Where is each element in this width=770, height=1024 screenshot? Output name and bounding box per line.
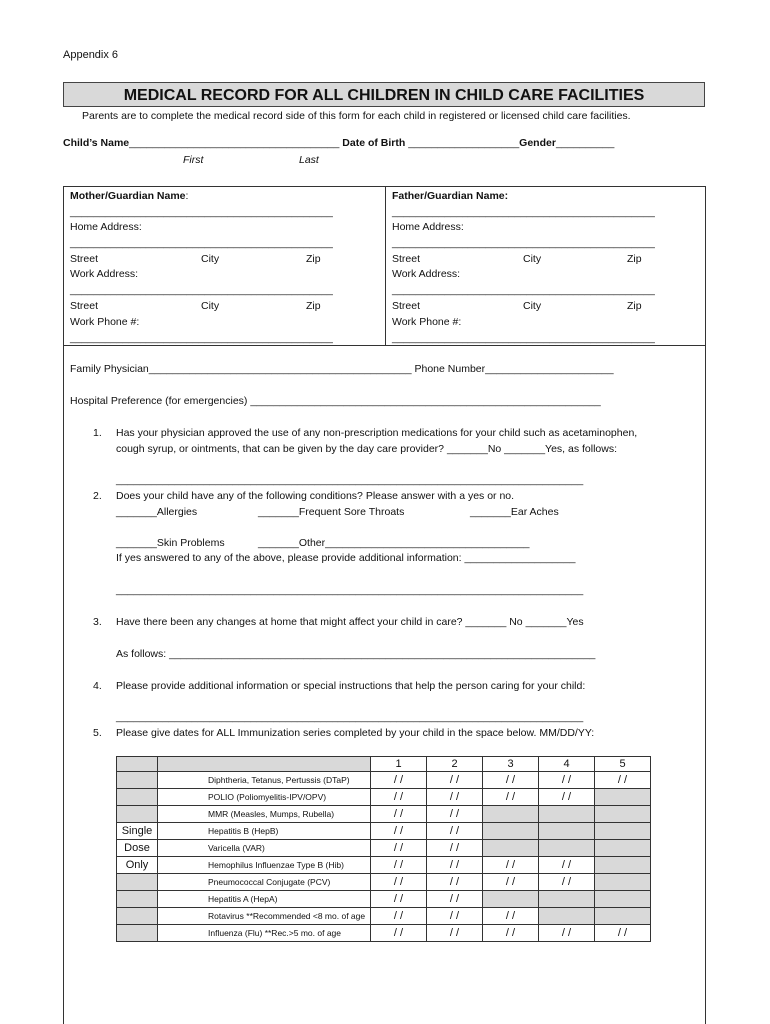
mother-work-zip: Zip bbox=[306, 300, 321, 312]
hospital-field[interactable]: ____________________________________________________________ bbox=[250, 395, 601, 407]
dob-field[interactable]: ___________________ bbox=[408, 137, 520, 149]
dose-not-applicable-cell bbox=[483, 823, 539, 840]
table-row bbox=[117, 823, 651, 840]
dose-date-field[interactable]: / / bbox=[427, 908, 483, 925]
q2-sore-throats[interactable]: _______Frequent Sore Throats bbox=[258, 506, 405, 518]
father-work-address-field[interactable]: _____________________________________________ bbox=[392, 284, 655, 296]
appendix-label: Appendix 6 bbox=[63, 49, 119, 61]
q2-number: 2. bbox=[93, 490, 102, 502]
vaccine-name: Pneumococcal Conjugate (PCV) bbox=[158, 874, 371, 891]
dose-date-field[interactable]: / / bbox=[427, 857, 483, 874]
row-side-label: Only bbox=[117, 857, 158, 874]
q4-text: Please provide additional information or special instructions that help the person caring for your child: bbox=[116, 680, 586, 692]
dose-date-field[interactable]: / / bbox=[539, 789, 595, 806]
father-home-address-label: Home Address: bbox=[392, 221, 464, 233]
mother-work-phone-label: Work Phone #: bbox=[70, 316, 140, 328]
dose-date-field[interactable]: / / bbox=[427, 891, 483, 908]
mother-work-phone-field[interactable]: _____________________________________________ bbox=[70, 332, 333, 344]
dose-date-field[interactable]: / / bbox=[483, 772, 539, 789]
mother-guardian-label: Mother/Guardian Name: bbox=[70, 190, 189, 202]
q1-answer-field[interactable]: ________________________________________________________________________________ bbox=[116, 474, 584, 486]
dose-date-field[interactable]: / / bbox=[539, 857, 595, 874]
dose-not-applicable-cell bbox=[595, 874, 651, 891]
phone-number-label: Phone Number bbox=[414, 363, 486, 375]
dose-not-applicable-cell bbox=[539, 891, 595, 908]
father-name-field[interactable]: _____________________________________________ bbox=[392, 206, 655, 218]
father-home-zip: Zip bbox=[627, 253, 642, 265]
dose-not-applicable-cell bbox=[595, 840, 651, 857]
dose-date-field[interactable]: / / bbox=[427, 772, 483, 789]
dose-date-field[interactable]: / / bbox=[427, 874, 483, 891]
table-row bbox=[117, 925, 651, 942]
guardian-bottom-rule bbox=[63, 345, 706, 346]
child-name-field[interactable]: ____________________________________ bbox=[129, 137, 340, 149]
hospital-line bbox=[70, 395, 601, 407]
dose-not-applicable-cell bbox=[483, 806, 539, 823]
dose-date-field[interactable]: / / bbox=[427, 925, 483, 942]
dose-date-field[interactable]: / / bbox=[483, 925, 539, 942]
dob-label: Date of Birth bbox=[342, 137, 406, 149]
q2-ear-aches[interactable]: _______Ear Aches bbox=[470, 506, 559, 518]
row-side-label bbox=[117, 789, 158, 806]
vaccine-name: Hepatitis A (HepA) bbox=[158, 891, 371, 908]
row-side-label bbox=[117, 908, 158, 925]
dose-date-field[interactable]: / / bbox=[371, 908, 427, 925]
dose-not-applicable-cell bbox=[539, 908, 595, 925]
mother-home-city: City bbox=[201, 253, 220, 265]
gender-field[interactable]: __________ bbox=[555, 137, 615, 149]
last-name-caption: Last bbox=[299, 154, 319, 166]
row-side-label bbox=[117, 772, 158, 789]
father-work-street: Street bbox=[392, 300, 421, 312]
vaccine-name: Hemophilus Influenzae Type B (Hib) bbox=[158, 857, 371, 874]
gender-label: Gender bbox=[519, 137, 556, 149]
dose-not-applicable-cell bbox=[595, 908, 651, 925]
form-title: MEDICAL RECORD FOR ALL CHILDREN IN CHILD CARE FACILITIES bbox=[123, 87, 645, 104]
dose-header-4: 4 bbox=[539, 757, 595, 772]
q2-info-field[interactable]: ________________________________________________________________________________ bbox=[116, 584, 584, 596]
dose-date-field[interactable]: / / bbox=[539, 772, 595, 789]
mother-work-street: Street bbox=[70, 300, 99, 312]
father-home-street: Street bbox=[392, 253, 421, 265]
physician-label: Family Physician bbox=[70, 363, 149, 375]
dose-not-applicable-cell bbox=[595, 789, 651, 806]
dose-not-applicable-cell bbox=[539, 806, 595, 823]
dose-date-field[interactable]: / / bbox=[483, 874, 539, 891]
table-row bbox=[117, 857, 651, 874]
dose-header-5: 5 bbox=[595, 757, 651, 772]
table-row bbox=[117, 891, 651, 908]
vaccine-name: Diphtheria, Tetanus, Pertussis (DTaP) bbox=[158, 772, 371, 789]
q3-as-follows[interactable]: As follows: _________________________________________________________________________ bbox=[116, 648, 596, 660]
father-work-phone-label: Work Phone #: bbox=[392, 316, 462, 328]
q2-text: Does your child have any of the following conditions? Please answer with a yes or no. bbox=[116, 490, 515, 502]
dose-not-applicable-cell bbox=[595, 823, 651, 840]
dose-not-applicable-cell bbox=[595, 857, 651, 874]
dose-header-1: 1 bbox=[371, 757, 427, 772]
dose-date-field[interactable]: / / bbox=[371, 874, 427, 891]
row-side-label bbox=[117, 874, 158, 891]
mother-home-address-label: Home Address: bbox=[70, 221, 142, 233]
table-row bbox=[117, 806, 651, 823]
q3-text[interactable]: Have there been any changes at home that might affect your child in care? _______ No _______Yes bbox=[116, 616, 584, 628]
header-corner-cell bbox=[117, 757, 158, 772]
form-subtitle: Parents are to complete the medical record side of this form for each child in registered or licensed child care facilities. bbox=[82, 110, 631, 122]
dose-header-3: 3 bbox=[483, 757, 539, 772]
child-name-label: Child’s Name bbox=[63, 137, 130, 149]
row-side-label: Dose bbox=[117, 840, 158, 857]
vaccine-name: Rotavirus **Recommended <8 mo. of age bbox=[158, 908, 371, 925]
header-vaccine-cell bbox=[158, 757, 371, 772]
dose-date-field[interactable]: / / bbox=[371, 840, 427, 857]
dose-not-applicable-cell bbox=[483, 891, 539, 908]
dose-date-field[interactable]: / / bbox=[371, 789, 427, 806]
dose-not-applicable-cell bbox=[539, 823, 595, 840]
phone-number-field[interactable]: ______________________ bbox=[485, 363, 614, 375]
dose-date-field[interactable]: / / bbox=[595, 772, 651, 789]
father-work-city: City bbox=[523, 300, 542, 312]
vaccine-name: Influenza (Flu) **Rec.>5 mo. of age bbox=[158, 925, 371, 942]
mother-home-address-field[interactable]: _____________________________________________ bbox=[70, 237, 333, 249]
table-row bbox=[117, 874, 651, 891]
vaccine-name: MMR (Measles, Mumps, Rubella) bbox=[158, 806, 371, 823]
mother-work-city: City bbox=[201, 300, 220, 312]
row-side-label bbox=[117, 806, 158, 823]
dose-header-2: 2 bbox=[427, 757, 483, 772]
dose-date-field[interactable]: / / bbox=[427, 806, 483, 823]
guardian-divider bbox=[385, 186, 386, 345]
q5-number: 5. bbox=[93, 727, 102, 739]
dose-date-field[interactable]: / / bbox=[371, 857, 427, 874]
vaccine-name: POLIO (Poliomyelitis-IPV/OPV) bbox=[158, 789, 371, 806]
vaccine-name: Varicella (VAR) bbox=[158, 840, 371, 857]
table-row bbox=[117, 789, 651, 806]
q2-skin-problems[interactable]: _______Skin Problems bbox=[116, 537, 225, 549]
dose-date-field[interactable]: / / bbox=[595, 925, 651, 942]
dose-date-field[interactable]: / / bbox=[427, 789, 483, 806]
q2-other[interactable]: _______Other___________________________________ bbox=[258, 537, 530, 549]
q3-number: 3. bbox=[93, 616, 102, 628]
immunization-table bbox=[116, 756, 651, 942]
mother-work-address-label: Work Address: bbox=[70, 268, 139, 280]
father-work-zip: Zip bbox=[627, 300, 642, 312]
hospital-label: Hospital Preference (for emergencies) bbox=[70, 395, 248, 407]
father-home-address-field[interactable]: _____________________________________________ bbox=[392, 237, 655, 249]
vaccine-name: Hepatitis B (HepB) bbox=[158, 823, 371, 840]
dose-date-field[interactable]: / / bbox=[371, 823, 427, 840]
q5-text: Please give dates for ALL Immunization series completed by your child in the space below. MM/DD/YY: bbox=[116, 727, 595, 739]
father-guardian-label: Father/Guardian Name: bbox=[392, 190, 509, 202]
q1-number: 1. bbox=[93, 427, 102, 439]
physician-line bbox=[70, 363, 614, 375]
q1-text-line2[interactable]: cough syrup, or ointments, that can be given by the day care provider? _______No _______Yes, as follows: bbox=[116, 443, 618, 455]
dose-not-applicable-cell bbox=[595, 891, 651, 908]
dose-date-field[interactable]: / / bbox=[371, 891, 427, 908]
father-work-phone-field[interactable]: _____________________________________________ bbox=[392, 332, 655, 344]
row-side-label bbox=[117, 925, 158, 942]
father-home-city: City bbox=[523, 253, 542, 265]
q2-if-yes[interactable]: If yes answered to any of the above, please provide additional information: ___________________ bbox=[116, 552, 576, 564]
q2-allergies[interactable]: _______Allergies bbox=[116, 506, 198, 518]
physician-field[interactable]: _____________________________________________ bbox=[148, 363, 412, 375]
immunization-header-row bbox=[117, 757, 651, 772]
mother-name-field[interactable]: _____________________________________________ bbox=[70, 206, 333, 218]
mother-work-address-field[interactable]: _____________________________________________ bbox=[70, 284, 333, 296]
form-title-box bbox=[63, 82, 705, 107]
q4-answer-field[interactable]: ________________________________________________________________________________ bbox=[116, 711, 584, 723]
mother-home-zip: Zip bbox=[306, 253, 321, 265]
child-info-line bbox=[63, 137, 614, 149]
dose-date-field[interactable]: / / bbox=[427, 840, 483, 857]
dose-date-field[interactable]: / / bbox=[427, 823, 483, 840]
table-row bbox=[117, 908, 651, 925]
dose-not-applicable-cell bbox=[595, 806, 651, 823]
first-name-caption: First bbox=[183, 154, 204, 166]
row-side-label bbox=[117, 891, 158, 908]
dose-date-field[interactable]: / / bbox=[371, 925, 427, 942]
row-side-label: Single bbox=[117, 823, 158, 840]
dose-date-field[interactable]: / / bbox=[483, 857, 539, 874]
dose-date-field[interactable]: / / bbox=[371, 772, 427, 789]
table-row bbox=[117, 840, 651, 857]
dose-date-field[interactable]: / / bbox=[483, 908, 539, 925]
dose-not-applicable-cell bbox=[539, 840, 595, 857]
q1-text-line1: Has your physician approved the use of any non-prescription medications for your child such as acetaminophen, bbox=[116, 427, 638, 439]
dose-not-applicable-cell bbox=[483, 840, 539, 857]
q4-number: 4. bbox=[93, 680, 102, 692]
dose-date-field[interactable]: / / bbox=[371, 806, 427, 823]
father-work-address-label: Work Address: bbox=[392, 268, 461, 280]
dose-date-field[interactable]: / / bbox=[483, 789, 539, 806]
dose-date-field[interactable]: / / bbox=[539, 874, 595, 891]
dose-date-field[interactable]: / / bbox=[539, 925, 595, 942]
mother-home-street: Street bbox=[70, 253, 99, 265]
table-row bbox=[117, 772, 651, 789]
